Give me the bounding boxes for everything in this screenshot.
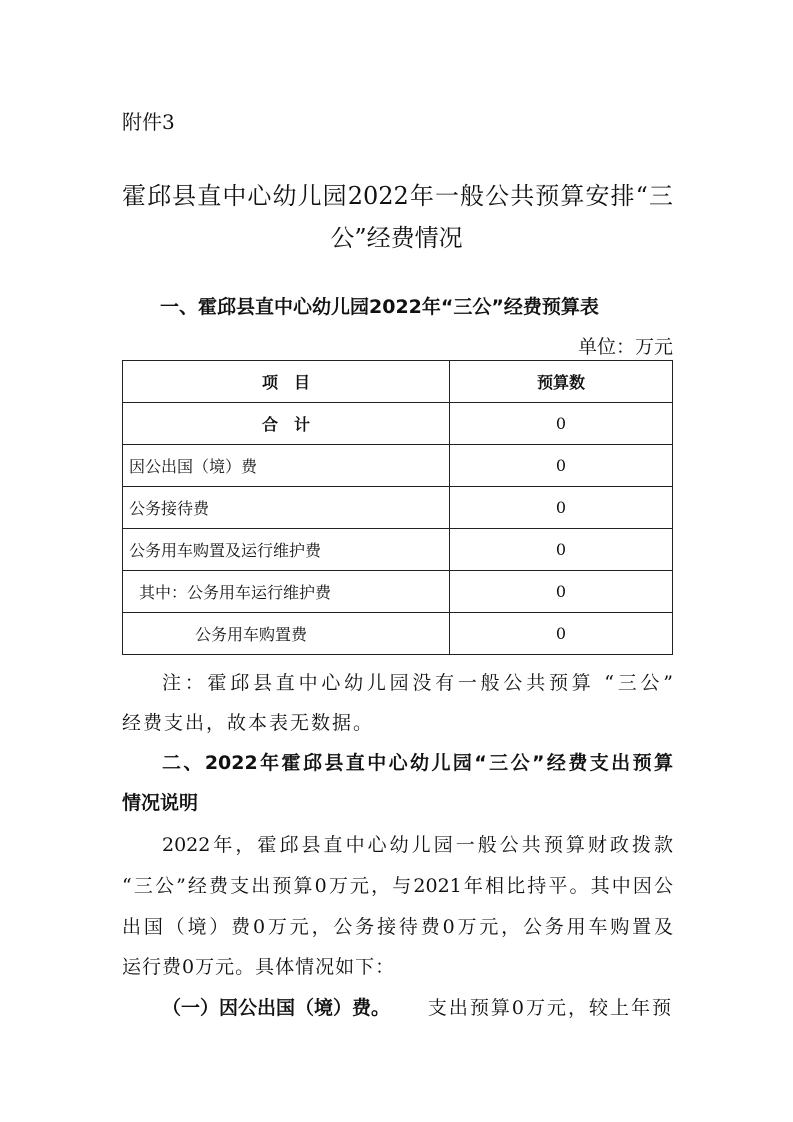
- row-value: 0: [450, 487, 673, 529]
- paragraph-line-3: 出国（境）费0万元，公务接待费0万元，公务用车购置及: [122, 916, 673, 938]
- table-row: [123, 403, 673, 445]
- row-item: 合 计: [123, 403, 450, 445]
- table-row: [123, 487, 673, 529]
- unit-label: 单位：万元: [577, 336, 673, 358]
- section2-heading-line-1: 二、2022年霍邱县直中心幼儿园“三公”经费支出预算: [162, 752, 673, 774]
- row-value: 0: [450, 403, 673, 445]
- table-header-row: [123, 361, 673, 403]
- subsection1-heading: （一）因公出国（境）费。: [162, 997, 391, 1019]
- subsection1-text: 支出预算0万元，较上年预: [427, 997, 673, 1019]
- row-value: 0: [450, 571, 673, 613]
- header-item: 项 目: [123, 361, 450, 403]
- table-row: [123, 571, 673, 613]
- row-value: 0: [450, 445, 673, 487]
- table-row: [123, 529, 673, 571]
- row-item: 其中：公务用车运行维护费: [123, 571, 450, 613]
- row-item: 公务接待费: [123, 487, 450, 529]
- row-item: 公务用车购置及运行维护费: [123, 529, 450, 571]
- paragraph-line-4: 运行费0万元。具体情况如下：: [122, 956, 396, 978]
- row-value: 0: [450, 529, 673, 571]
- budget-table: [122, 360, 673, 655]
- row-item: 因公出国（境）费: [123, 445, 450, 487]
- header-budget: 预算数: [450, 361, 673, 403]
- table-row: [123, 613, 673, 655]
- section1-heading: 一、霍邱县直中心幼儿园2022年“三公”经费预算表: [160, 296, 599, 318]
- paragraph-line-2: “三公”经费支出预算0万元，与2021年相比持平。其中因公: [122, 875, 673, 897]
- note-line-2: 经费支出，故本表无数据。: [122, 712, 375, 734]
- row-value: 0: [450, 613, 673, 655]
- paragraph-line-1: 2022年，霍邱县直中心幼儿园一般公共预算财政拨款: [162, 834, 673, 856]
- row-item: 公务用车购置费: [123, 613, 450, 655]
- document-title-line-2: 公”经费情况: [330, 224, 463, 252]
- section2-heading-line-2: 情况说明: [122, 792, 199, 814]
- document-title-line-1: 霍邱县直中心幼儿园2022年一般公共预算安排“三: [122, 182, 673, 210]
- subsection1-line: [162, 993, 673, 1020]
- note-line-1: 注：霍邱县直中心幼儿园没有一般公共预算 “三公”: [162, 672, 673, 694]
- table-row: [123, 445, 673, 487]
- attachment-label: 附件3: [122, 110, 175, 134]
